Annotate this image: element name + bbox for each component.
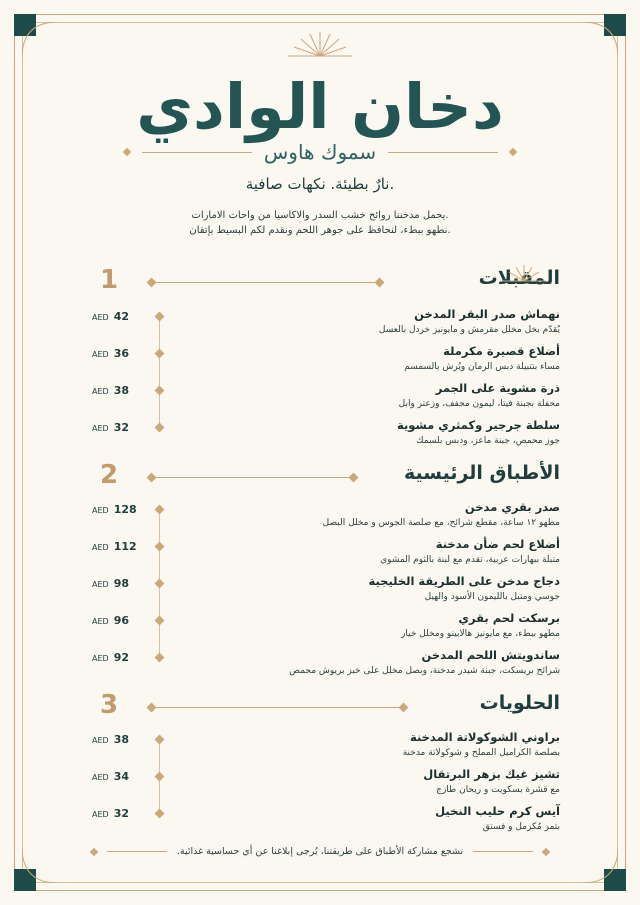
item-description: مطهو ١٢ ساعة، مقطع شرائح، مع صلصة الجوس و مخلل البصل xyxy=(322,518,560,528)
sunburst-ornament xyxy=(500,263,548,283)
sunburst-ornament-top xyxy=(286,30,354,58)
intro-line: يحمل مدخننا روائح خشب السدر والاكاسيا من واحات الامارات. xyxy=(191,210,449,221)
diamond-icon xyxy=(155,505,165,515)
menu-item xyxy=(40,344,560,381)
item-name: دجاج مدخن على الطريقة الخليجية xyxy=(368,574,560,588)
currency-label: AED xyxy=(92,543,109,552)
diamond-icon xyxy=(155,386,165,396)
diamond-icon xyxy=(90,847,98,855)
currency-label: AED xyxy=(92,810,109,819)
diamond-icon xyxy=(399,703,409,713)
section-title: الحلويات xyxy=(479,692,560,714)
menu-item xyxy=(40,767,560,804)
price-value: 42 xyxy=(113,310,129,323)
item-description: جوز محمص، جبنة ماعز، ودبس بلسمك xyxy=(416,436,560,446)
item-name: صدر بقري مدخن xyxy=(464,500,560,514)
currency-label: AED xyxy=(92,617,109,626)
menu-item xyxy=(40,537,560,574)
item-description: بتمر مُكرمل و فستق xyxy=(482,822,560,832)
item-name: نهماش صدر البقر المدخن xyxy=(414,307,560,321)
menu-item xyxy=(40,648,560,685)
section-divider xyxy=(152,477,352,478)
diamond-icon xyxy=(155,735,165,745)
price-value: 112 xyxy=(113,540,137,553)
menu-item xyxy=(40,574,560,611)
price xyxy=(92,384,129,397)
currency-label: AED xyxy=(92,654,109,663)
price xyxy=(92,540,137,553)
diamond-icon xyxy=(123,148,131,156)
section-divider xyxy=(152,707,402,708)
item-name: برسكت لحم بقري xyxy=(458,611,560,625)
price-value: 98 xyxy=(113,577,129,590)
item-description: بصلصة الكراميل المملح و شوكولاتة مدخنة xyxy=(402,748,560,758)
divider-line xyxy=(142,152,252,153)
currency-label: AED xyxy=(92,580,109,589)
diamond-icon xyxy=(349,473,359,483)
item-description: مطهو ببطء، مع مايونيز هالابينو ومخلل خيار xyxy=(401,629,560,639)
section-title: المقبلات xyxy=(478,267,560,289)
price-value: 92 xyxy=(113,651,129,664)
price-value: 34 xyxy=(113,770,129,783)
price-value: 36 xyxy=(113,347,129,360)
item-name: أضلاع قصيرة مكرملة xyxy=(443,344,560,358)
item-description: مع قشرة بسكويت و ريحان طازج xyxy=(436,785,560,795)
currency-label: AED xyxy=(92,506,109,515)
tagline: نارٌ بطيئة. نكهات صافية. xyxy=(245,175,395,193)
diamond-icon xyxy=(155,312,165,322)
diamond-icon xyxy=(375,278,385,288)
item-description: محفلة بجبنة فيتا، ليمون مجفف، وزعتر وابل xyxy=(398,399,560,409)
price xyxy=(92,807,129,820)
item-name: تشيز غيك بزهر البرتقال xyxy=(423,767,560,781)
diamond-icon xyxy=(155,349,165,359)
diamond-icon xyxy=(155,423,165,433)
section-desserts xyxy=(40,690,560,841)
currency-label: AED xyxy=(92,387,109,396)
menu-items xyxy=(40,307,560,455)
currency-label: AED xyxy=(92,350,109,359)
item-name: أضلاع لحم ضأن مدخنة xyxy=(435,537,560,551)
price-value: 32 xyxy=(113,421,129,434)
item-name: ساندويتش اللحم المدخن xyxy=(421,648,560,662)
section-number: 2 xyxy=(100,460,119,490)
price xyxy=(92,577,129,590)
section-header xyxy=(40,690,560,722)
footer-note: نشجع مشاركة الأطباق على طريقتنا، يُرجى إبلاغنا عن أي حساسية غذائية. xyxy=(176,846,464,857)
section-appetizers xyxy=(40,265,560,455)
corner-arc-top-left xyxy=(22,22,62,62)
footer xyxy=(0,846,640,857)
price xyxy=(92,614,129,627)
diamond-icon xyxy=(155,579,165,589)
menu-items xyxy=(40,500,560,685)
diamond-icon xyxy=(155,809,165,819)
footer-divider xyxy=(473,851,533,852)
price-value: 38 xyxy=(113,733,129,746)
menu-item xyxy=(40,730,560,767)
divider-line xyxy=(388,152,498,153)
subtitle-row xyxy=(0,140,640,164)
section-header xyxy=(40,460,560,492)
price xyxy=(92,651,129,664)
currency-label: AED xyxy=(92,424,109,433)
section-number: 3 xyxy=(100,690,119,720)
menu-item xyxy=(40,804,560,841)
footer-divider xyxy=(107,851,167,852)
menu-item xyxy=(40,611,560,648)
restaurant-subtitle: سموك هاوس xyxy=(263,140,377,164)
section-number: 1 xyxy=(100,265,119,295)
item-name: ذرة مشوية على الجمر xyxy=(435,381,560,395)
price-value: 38 xyxy=(113,384,129,397)
price-value: 128 xyxy=(113,503,137,516)
price xyxy=(92,770,129,783)
menu-item xyxy=(40,381,560,418)
section-title: الأطباق الرئيسية xyxy=(403,462,560,484)
item-description: متبلة ببهارات عربية، تقدم مع لبنة بالثوم المشوي xyxy=(380,555,560,565)
item-description: مساء بتتبيلة دبس الرمان ويُرش بالسمسم xyxy=(404,362,560,372)
diamond-icon xyxy=(509,148,517,156)
intro-text xyxy=(0,208,640,238)
price xyxy=(92,310,129,323)
menu-item xyxy=(40,307,560,344)
diamond-icon xyxy=(155,653,165,663)
corner-arc-top-right xyxy=(578,22,618,62)
restaurant-title: دخان الوادي xyxy=(136,70,504,143)
price xyxy=(92,733,129,746)
item-description: يُقدّم بخل مخلل مقرمش و مايونيز خردل بالعسل xyxy=(378,325,560,335)
section-header xyxy=(40,265,560,297)
section-divider xyxy=(152,282,378,283)
price-value: 32 xyxy=(113,807,129,820)
price-value: 96 xyxy=(113,614,129,627)
diamond-icon xyxy=(155,772,165,782)
menu-item xyxy=(40,418,560,455)
diamond-icon xyxy=(542,847,550,855)
diamond-icon xyxy=(155,616,165,626)
menu-item xyxy=(40,500,560,537)
item-name: براوني الشوكولاتة المدخنة xyxy=(409,730,560,744)
price xyxy=(92,421,129,434)
currency-label: AED xyxy=(92,313,109,322)
currency-label: AED xyxy=(92,736,109,745)
intro-line: نطهو ببطء، لنحافظ على جوهر اللحم ونقدم لكم البسيط بإتقان. xyxy=(189,225,451,236)
price xyxy=(92,503,137,516)
item-description: شرائح بريسكت، جبنة شيدر مدخنة، وبصل مخلل على خبز بريوش محمص xyxy=(289,666,560,676)
item-name: آيس كرم حليب النخيل xyxy=(435,804,560,818)
diamond-icon xyxy=(155,542,165,552)
section-main-courses xyxy=(40,460,560,685)
item-description: جوسي ومتبل بالليمون الأسود والهيل xyxy=(424,592,560,602)
menu-items xyxy=(40,730,560,841)
price xyxy=(92,347,129,360)
currency-label: AED xyxy=(92,773,109,782)
item-name: سلطة جرجير وكمثري مشوية xyxy=(396,418,560,432)
